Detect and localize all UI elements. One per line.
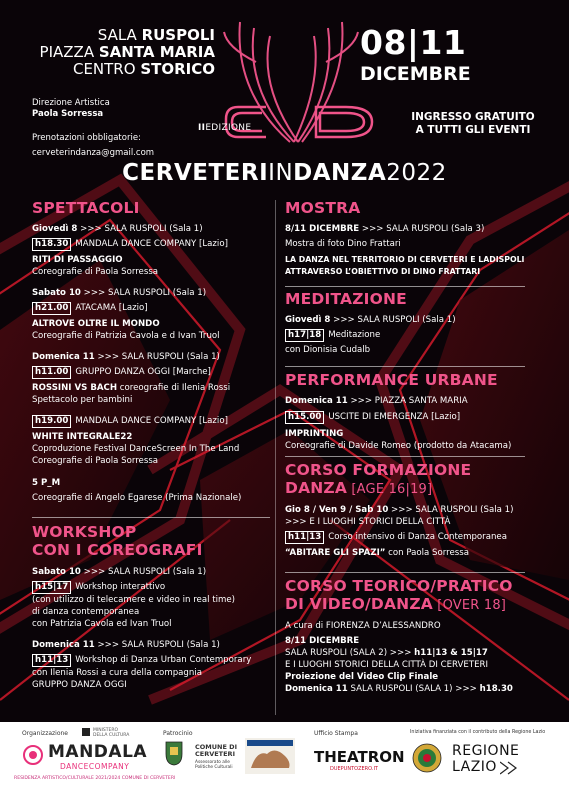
free-entry [388, 111, 558, 137]
schedule-line [32, 366, 272, 379]
schedule-line [32, 394, 272, 406]
schedule-text: >>> SALA RUSPOLI (Sala 1) [80, 566, 207, 577]
schedule-line [285, 683, 560, 695]
schedule-line [32, 330, 272, 342]
regione-mark-icon [500, 760, 520, 776]
comune-label: COMUNE DI CERVETERI [195, 743, 237, 758]
schedule-text: ATACAMA [Lazio] [75, 302, 148, 313]
schedule-text: SALA RUSPOLI (SALA 2) >>> [285, 647, 415, 658]
schedule-line [32, 302, 272, 315]
schedule-text: ROSSINI VS BACH [32, 382, 118, 393]
title-part-c: DANZA [293, 160, 387, 186]
venue-line1-a: SALA [97, 26, 142, 44]
schedule-text: Corso intensivo di Danza Contemporanea [328, 531, 507, 542]
schedule-line [285, 254, 555, 266]
schedule-text: con Ilenia Rossi a cura della compagnia [32, 667, 202, 678]
spettacoli-section [32, 200, 272, 504]
schedule-text: 8/11 DICEMBRE [285, 223, 360, 234]
time-badge: h17|18 [285, 329, 324, 342]
schedule-text: USCITE DI EMERGENZA [Lazio] [328, 411, 461, 422]
workshop-section [32, 524, 272, 691]
comune-crest-icon [165, 740, 183, 766]
venue-line2-a: PIAZZA [39, 43, 99, 61]
schedule-text: Gio 8 / Ven 9 / Sab 10 [285, 504, 389, 515]
schedule-line [32, 667, 272, 679]
festival-dates: 08|11 [360, 23, 467, 62]
time-badge: h11|13 [285, 531, 324, 544]
schedule-text: >>> SALA RUSPOLI (Sala 3) [359, 223, 485, 234]
schedule-text: Meditazione [328, 329, 381, 340]
corso-age: [AGE 16|19] [347, 481, 433, 497]
schedule-line [32, 351, 272, 363]
meditazione-heading: MEDITAZIONE [285, 290, 407, 308]
schedule-text: Mostra di foto Dino Frattari [285, 238, 401, 249]
edition-label [198, 123, 251, 133]
mandala-logo-text: MANDALA [48, 742, 148, 762]
time-badge: h11|13 [32, 654, 71, 667]
mostra-heading: MOSTRA [285, 199, 361, 217]
schedule-line [32, 477, 272, 489]
theatron-sub: DUEPUNTOZERO.IT [330, 766, 378, 772]
teorico-over: [OVER 18] [432, 597, 507, 613]
schedule-text: Domenica 11 [32, 639, 95, 650]
schedule-line [285, 395, 555, 407]
edition-word: EDIZIONE [205, 123, 252, 133]
schedule-text: MANDALA DANCE COMPANY [Lazio] [75, 415, 228, 426]
schedule-text: Giovedì 8 [32, 223, 78, 234]
schedule-text: h18.30 [479, 683, 513, 694]
org-label: Organizzazione [22, 730, 68, 737]
schedule-line [285, 329, 555, 342]
schedule-line [285, 504, 555, 516]
schedule-text: IMPRINTING [285, 428, 344, 439]
schedule-line [285, 428, 555, 440]
regione-crest-icon [412, 741, 442, 775]
regione-word-2: LAZIO [452, 759, 497, 775]
schedule-text: con Patrizia Cavola ed Ivan Truol [32, 618, 172, 629]
residenza-label: RESIDENZA ARTISTICO/CULTURALE 2021/2024 COMUNE DI CERVETERI [14, 776, 176, 781]
schedule-text: >>> PIAZZA SANTA MARIA [347, 395, 468, 406]
schedule-text: >>> SALA RUSPOLI (Sala 1) [80, 287, 207, 298]
schedule-line [32, 594, 272, 606]
schedule-text: Sabato 10 [32, 566, 81, 577]
schedule-line [32, 581, 272, 594]
mostra-section [285, 200, 555, 278]
regione-label: Iniziativa finanziata con il contributo della Regione Lazio [410, 730, 546, 735]
schedule-text: Domenica 11 [285, 683, 348, 694]
teorico-section [285, 578, 560, 695]
schedule-text: >>> SALA RUSPOLI (Sala 1) [94, 639, 220, 650]
direction-label: Direzione Artistica [32, 98, 110, 108]
schedule-line [285, 620, 560, 632]
schedule-text: Sabato 10 [32, 287, 81, 298]
schedule-text: >>> SALA RUSPOLI (Sala 1) [330, 314, 456, 325]
schedule-text: con Dionisia Cudalb [285, 344, 371, 355]
schedule-line [285, 440, 555, 452]
festival-title [0, 160, 569, 186]
divider [285, 286, 525, 287]
schedule-text: con Paola Sorressa [385, 547, 469, 558]
schedule-line [32, 266, 272, 278]
booking-email[interactable]: cerveterindanza@gmail.com [32, 148, 155, 158]
title-part-d: 2022 [386, 160, 447, 186]
workshop-heading-1: WORKSHOP [32, 523, 137, 541]
schedule-text: (con utilizzo di telecamere e video in real time) [32, 594, 235, 605]
schedule-line [32, 618, 272, 630]
venue-line1-b: RUSPOLI [141, 26, 215, 44]
regione-word-1: REGIONE [452, 743, 520, 759]
mandala-icon [22, 744, 44, 766]
schedule-line [32, 455, 272, 467]
schedule-line [285, 659, 560, 671]
schedule-text: GRUPPO DANZA OGGI [32, 679, 127, 690]
booking-label: Prenotazioni obbligatorie: [32, 133, 141, 143]
schedule-text: GRUPPO DANZA OGGI [Marche] [75, 366, 211, 377]
divider [285, 456, 525, 457]
schedule-text: Coreografie di Patrizia Cavola e d Ivan Truol [32, 330, 220, 341]
schedule-line [32, 431, 272, 443]
workshop-heading-2: CON I COREOGRAFI [32, 540, 203, 559]
corso-section [285, 462, 555, 559]
ministero-icon [82, 728, 90, 736]
ufficio-label: Ufficio Stampa [314, 730, 358, 737]
schedule-text: >>> SALA RUSPOLI (Sala 1) [388, 504, 514, 515]
venue-line3-b: STORICO [140, 60, 215, 78]
column-divider [275, 200, 276, 715]
title-part-a: CERVETERI [122, 160, 269, 186]
schedule-text: Workshop di Danza Urban Contemporary [75, 654, 252, 665]
schedule-text: Coreografie di Davide Romeo (prodotto da Atacama) [285, 440, 512, 451]
schedule-line [32, 415, 272, 428]
schedule-text: LA DANZA NEL TERRITORIO DI CERVETERI E LADISPOLI [285, 254, 525, 264]
schedule-text: coreografie di Ilenia Rossi [117, 382, 231, 393]
time-badge: h15|17 [32, 581, 71, 594]
schedule-text: Coreografie di Angelo Egarese (Prima Nazionale) [32, 492, 242, 503]
schedule-line [285, 531, 555, 544]
director-name: Paola Sorressa [32, 109, 104, 119]
schedule-line [32, 443, 272, 455]
free-entry-line2: A TUTTI GLI EVENTI [415, 124, 531, 136]
schedule-line [285, 238, 555, 250]
schedule-text: A cura di FIORENZA D’ALESSANDRO [285, 620, 441, 631]
schedule-text: Proiezione del Video Clip Finale [285, 671, 439, 682]
mandala-sub: DANCECOMPANY [60, 762, 130, 771]
schedule-line [32, 606, 272, 618]
patrocinio-label: Patrocinio [163, 730, 193, 737]
schedule-line [32, 287, 272, 299]
assessorato-label: Assessorato alle Politiche Culturali [195, 760, 233, 770]
edition-number: II [198, 123, 206, 133]
festival-month: DICEMBRE [360, 63, 471, 85]
schedule-line [285, 314, 555, 326]
corso-heading-1: CORSO FORMAZIONE [285, 461, 472, 479]
schedule-line [285, 671, 560, 683]
schedule-text: Giovedì 8 [285, 314, 331, 325]
schedule-line [32, 639, 272, 651]
schedule-line [285, 344, 555, 356]
schedule-text: Domenica 11 [32, 351, 95, 362]
corso-heading-2: DANZA [285, 478, 348, 497]
schedule-text: 8/11 DICEMBRE [285, 635, 360, 646]
booking-block [32, 133, 154, 159]
schedule-text: E I LUOGHI STORICI DELLA CITTÀ DI CERVETERI [285, 659, 489, 670]
schedule-line [32, 566, 272, 578]
performance-section [285, 372, 555, 452]
schedule-text: >>> SALA RUSPOLI (Sala 1) [77, 223, 203, 234]
time-badge: h11.00 [32, 366, 71, 379]
venue-line3-a: CENTRO [72, 60, 141, 78]
etruscan-logo-icon [245, 738, 295, 774]
schedule-line [32, 382, 272, 394]
direction-block [32, 98, 110, 120]
schedule-text: >>> SALA RUSPOLI (Sala 1) [94, 351, 220, 362]
schedule-text: >>> E I LUOGHI STORICI DELLA CITTÀ [285, 516, 451, 527]
schedule-text: MANDALA DANCE COMPANY [Lazio] [75, 238, 228, 249]
schedule-line [285, 635, 560, 647]
schedule-line [285, 223, 555, 235]
title-part-b: IN [268, 160, 294, 186]
schedule-text: Coproduzione Festival DanceScreen In The Land [32, 443, 240, 454]
teorico-heading-1: CORSO TEORICO/PRATICO [285, 577, 513, 595]
spettacoli-heading: SPETTACOLI [32, 199, 140, 217]
time-badge: h18.30 [32, 238, 71, 251]
theatron-logo-text: THEATRON [314, 748, 405, 766]
schedule-line [32, 654, 272, 667]
sponsor-footer [0, 722, 569, 800]
schedule-text: di danza contemporanea [32, 606, 140, 617]
venue-block [0, 27, 215, 78]
divider [285, 572, 525, 573]
schedule-line [32, 254, 272, 266]
schedule-text: h11|13 & 15|17 [414, 647, 488, 658]
schedule-line [32, 223, 272, 235]
divider [285, 366, 525, 367]
schedule-text: RITI DI PASSAGGIO [32, 254, 123, 265]
meditazione-section [285, 291, 555, 356]
schedule-line [285, 266, 555, 278]
schedule-text: Workshop interattivo [75, 581, 166, 592]
schedule-text: Coreografie di Paola Sorressa [32, 455, 159, 466]
free-entry-line1: INGRESSO GRATUITO [411, 111, 535, 123]
schedule-line [32, 318, 272, 330]
venue-line2-b: SANTA MARIA [98, 43, 215, 61]
schedule-text: WHITE INTEGRALE22 [32, 431, 133, 442]
schedule-line [32, 238, 272, 251]
time-badge: h19.00 [32, 415, 71, 428]
schedule-line [285, 411, 555, 424]
divider [32, 517, 270, 518]
schedule-text: “ABITARE GLI SPAZI” [285, 547, 386, 558]
schedule-line [32, 679, 272, 691]
schedule-line [32, 492, 272, 504]
schedule-text: Spettacolo per bambini [32, 394, 133, 405]
schedule-line [285, 516, 555, 528]
schedule-line [285, 647, 560, 659]
time-badge: h21.00 [32, 302, 71, 315]
performance-heading: PERFORMANCE URBANE [285, 371, 498, 389]
ministero-label: MINISTERO DELLA CULTURA [93, 728, 130, 738]
schedule-line [285, 547, 555, 559]
schedule-text: ALTROVE OLTRE IL MONDO [32, 318, 160, 329]
schedule-text: ATTRAVERSO L’OBIETTIVO DI DINO FRATTARI [285, 266, 481, 276]
schedule-text: Coreografie di Paola Sorressa [32, 266, 159, 277]
teorico-heading-2: DI VIDEO/DANZA [285, 594, 433, 613]
schedule-text: Domenica 11 [285, 395, 348, 406]
schedule-text: SALA RUSPOLI (SALA 1) >>> [347, 683, 480, 694]
time-badge: h15.00 [285, 411, 324, 424]
schedule-text: 5 P_M [32, 477, 61, 488]
